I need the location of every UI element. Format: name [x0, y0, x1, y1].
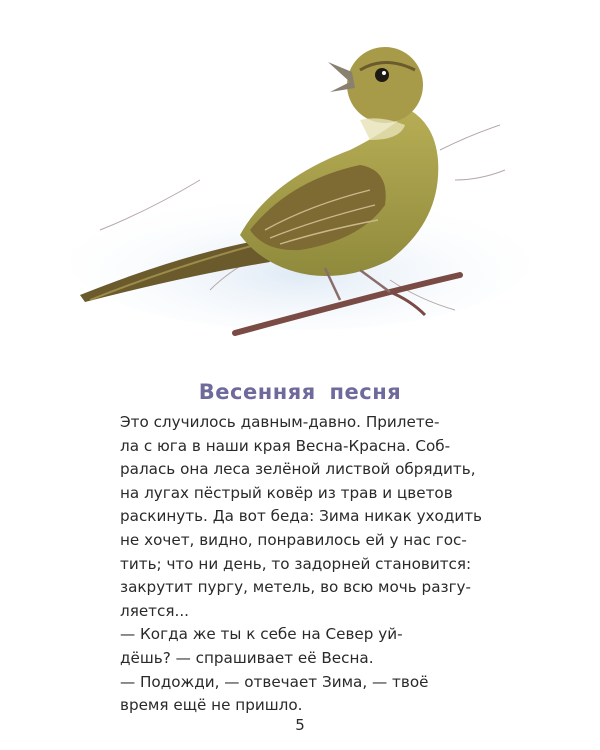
text-line: на лугах пёстрый ковёр из трав и цветов: [120, 483, 453, 502]
text-line: ляется...: [120, 601, 190, 620]
text-line: ла с юга в наши края Весна-Красна. Соб-: [120, 436, 451, 455]
page-number: 5: [295, 716, 305, 734]
story-text: [104, 411, 490, 718]
bird-illustration: [60, 30, 540, 360]
text-line: закрутит пургу, метель, во всю мочь разгу-: [120, 578, 472, 597]
text-line: — Когда же ты к себе на Север уй-: [120, 625, 403, 644]
text-line: тить; что ни день, то задорней становится:: [120, 554, 472, 573]
page-title: Весенняя песня: [198, 380, 402, 405]
bird-beak: [328, 62, 355, 92]
paragraph: [104, 623, 490, 670]
text-line: раскинуть. Да вот беда: Зима никак уходить: [120, 507, 483, 526]
text-line: — Подожди, — отвечает Зима, — твоё: [120, 672, 429, 691]
text-line: ралась она леса зелёной листвой обрядить,: [120, 460, 476, 479]
paragraph: [104, 671, 490, 718]
text-line: время ещё не пришло.: [120, 696, 303, 715]
bird-head: [347, 47, 423, 123]
text-line: не хочет, видно, понравилось ей у нас гос-: [120, 530, 467, 549]
bird-eye: [375, 68, 389, 82]
paragraph: [104, 411, 490, 623]
text-line: дёшь? — спрашивает её Весна.: [120, 648, 374, 667]
text-line: Это случилось давным-давно. Прилете-: [120, 413, 440, 431]
